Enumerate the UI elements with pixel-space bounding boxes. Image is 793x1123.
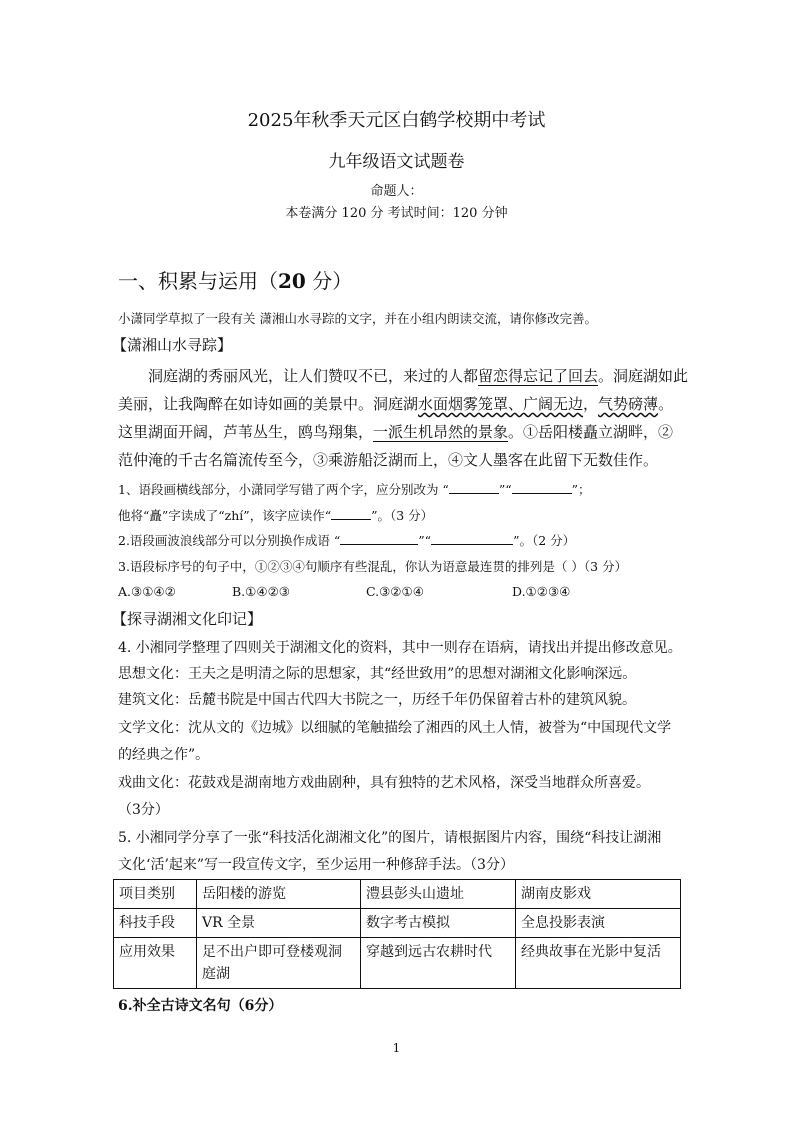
table-cell: 足不出户即可登楼观洞庭湖 bbox=[197, 938, 361, 989]
table-cell: 湖南皮影戏 bbox=[516, 880, 681, 909]
passage-line-2 bbox=[118, 393, 673, 414]
exam-meta: 本卷满分 120 分 考试时间：120 分钟 bbox=[285, 206, 508, 221]
passage-text: 。洞庭湖如此 bbox=[598, 367, 689, 385]
answer-blank[interactable] bbox=[340, 532, 418, 545]
author-line: 命题人： bbox=[370, 184, 423, 199]
table-cell: 经典故事在光影中复活 bbox=[516, 938, 681, 989]
option-b: B.①④②③ bbox=[232, 584, 290, 599]
answer-blank[interactable] bbox=[331, 507, 371, 520]
section-heading-prefix: 一、积累与运用（ bbox=[118, 269, 278, 293]
passage-text: ， bbox=[583, 395, 599, 413]
q1-text: ”； bbox=[571, 482, 591, 497]
table-cell: VR 全景 bbox=[197, 909, 361, 938]
answer-blank[interactable] bbox=[449, 481, 499, 494]
q1-text: 1、语段画横线部分，小潇同学写错了两个字，应分别改为 “ bbox=[118, 482, 449, 497]
passage-line-1 bbox=[148, 365, 688, 386]
section-heading-suffix: 分） bbox=[305, 269, 353, 293]
exam-subtitle: 九年级语文试题卷 bbox=[328, 152, 465, 172]
underlined-phrase: 一派生机昂然的景象 bbox=[373, 423, 509, 441]
page-number: 1 bbox=[392, 1041, 401, 1055]
question-1-line-2 bbox=[118, 506, 433, 524]
section-heading bbox=[118, 265, 352, 294]
q1-text: ”“ bbox=[498, 482, 512, 497]
q4-item-1: 思想文化：王夫之是明清之际的思想家，其“经世致用”的思想对湖湘文化影响深远。 bbox=[118, 666, 637, 682]
passage-text: 这里湖面开阔，芦苇丛生，鸥鸟翔集， bbox=[118, 423, 374, 441]
answer-blank[interactable] bbox=[512, 481, 572, 494]
q4-item-3-cont: 的经典之作”。 bbox=[118, 747, 210, 763]
q4-item-4: 戏曲文化：花鼓戏是湖南地方戏曲剧种，具有独特的艺术风格，深受当地群众所喜爱。 bbox=[118, 775, 650, 791]
answer-blank[interactable] bbox=[431, 532, 513, 545]
q2-text: 2.语段画波浪线部分可以分别换作成语 “ bbox=[118, 533, 341, 548]
table-row bbox=[114, 938, 681, 989]
passage-line-3 bbox=[118, 421, 673, 442]
wavy-phrase-2: 气势磅薄 bbox=[598, 395, 659, 413]
question-2 bbox=[118, 531, 575, 549]
q2-text: ”。（2 分） bbox=[513, 533, 576, 548]
table-cell: 澧县彭头山遗址 bbox=[361, 880, 516, 909]
question-4-stem: 4. 小湘同学整理了四则关于湖湘文化的资料，其中一则存在语病，请找出并提出修改意见。 bbox=[118, 640, 682, 656]
part1-title: 【潇湘山水寻踪】 bbox=[112, 336, 233, 354]
underlined-phrase: 留恋得忘记了回去 bbox=[478, 367, 599, 385]
option-a: A.③①④② bbox=[118, 584, 176, 599]
table-cell: 岳阳楼的游览 bbox=[197, 880, 361, 909]
q4-item-3: 文学文化：沈从文的《边城》以细腻的笔触描绘了湘西的风土人情，被誉为“中国现代文学 bbox=[118, 720, 672, 736]
q4-score: （3分） bbox=[118, 802, 169, 818]
q1-text: ”。（3 分） bbox=[371, 508, 434, 523]
question-3: 3.语段标序号的句子中，①②③④句顺序有些混乱，你认为语意最连贯的排列是（ ）（3 分） bbox=[118, 559, 628, 574]
question-5-line-2: 文化‘活’起来”写一段宣传文字，至少运用一种修辞手法。（3分） bbox=[118, 857, 514, 873]
passage-text: 。 bbox=[658, 395, 674, 413]
table-cell: 项目类别 bbox=[114, 880, 197, 909]
table-row bbox=[114, 909, 681, 938]
table-row bbox=[114, 880, 681, 909]
q4-item-2: 建筑文化：岳麓书院是中国古代四大书院之一，历经千年仍保留着古朴的建筑风貌。 bbox=[118, 692, 636, 708]
question-1-line-1 bbox=[118, 480, 591, 498]
exam-title: 2025年秋季天元区白鹤学校期中考试 bbox=[247, 110, 546, 131]
table-cell: 数字考古模拟 bbox=[361, 909, 516, 938]
table-cell: 应用效果 bbox=[114, 938, 197, 989]
option-c: C.③②①④ bbox=[366, 584, 424, 599]
q2-text: ”“ bbox=[418, 533, 432, 548]
wavy-phrase-1: 水面烟雾笼罩、广阔无边 bbox=[418, 395, 584, 413]
option-d: D.①②③④ bbox=[512, 584, 571, 599]
table-cell: 科技手段 bbox=[114, 909, 197, 938]
part2-title: 【探寻湖湘文化印记】 bbox=[112, 610, 263, 628]
passage-text: 美丽，让我陶醉在如诗如画的美景中。洞庭湖 bbox=[118, 395, 419, 413]
table-cell: 穿越到远古农耕时代 bbox=[361, 938, 516, 989]
table-cell: 全息投影表演 bbox=[516, 909, 681, 938]
intro-text: 小潇同学草拟了一段有关 潇湘山水寻踪的文字，并在小组内朗读交流，请你修改完善。 bbox=[118, 311, 597, 326]
question-5-line-1: 5. 小湘同学分享了一张“科技活化湖湘文化”的图片，请根据图片内容，围绕“科技让湖湘 bbox=[118, 830, 662, 846]
section-heading-score: 20 bbox=[278, 269, 306, 293]
passage-text: 洞庭湖的秀丽风光，让人们赞叹不已，来过的人都 bbox=[148, 367, 479, 385]
passage-line-4: 范仲淹的千古名篇流传至今，③乘游船泛湖而上，④文人墨客在此留下无数佳作。 bbox=[118, 451, 659, 469]
question-6: 6.补全古诗文名句（6分） bbox=[118, 998, 283, 1014]
tech-culture-table bbox=[113, 879, 681, 989]
q1-text: 他将“矗”字读成了“zhí”，该字应读作“ bbox=[118, 508, 332, 523]
passage-text: 。①岳阳楼矗立湖畔，② bbox=[508, 423, 674, 441]
